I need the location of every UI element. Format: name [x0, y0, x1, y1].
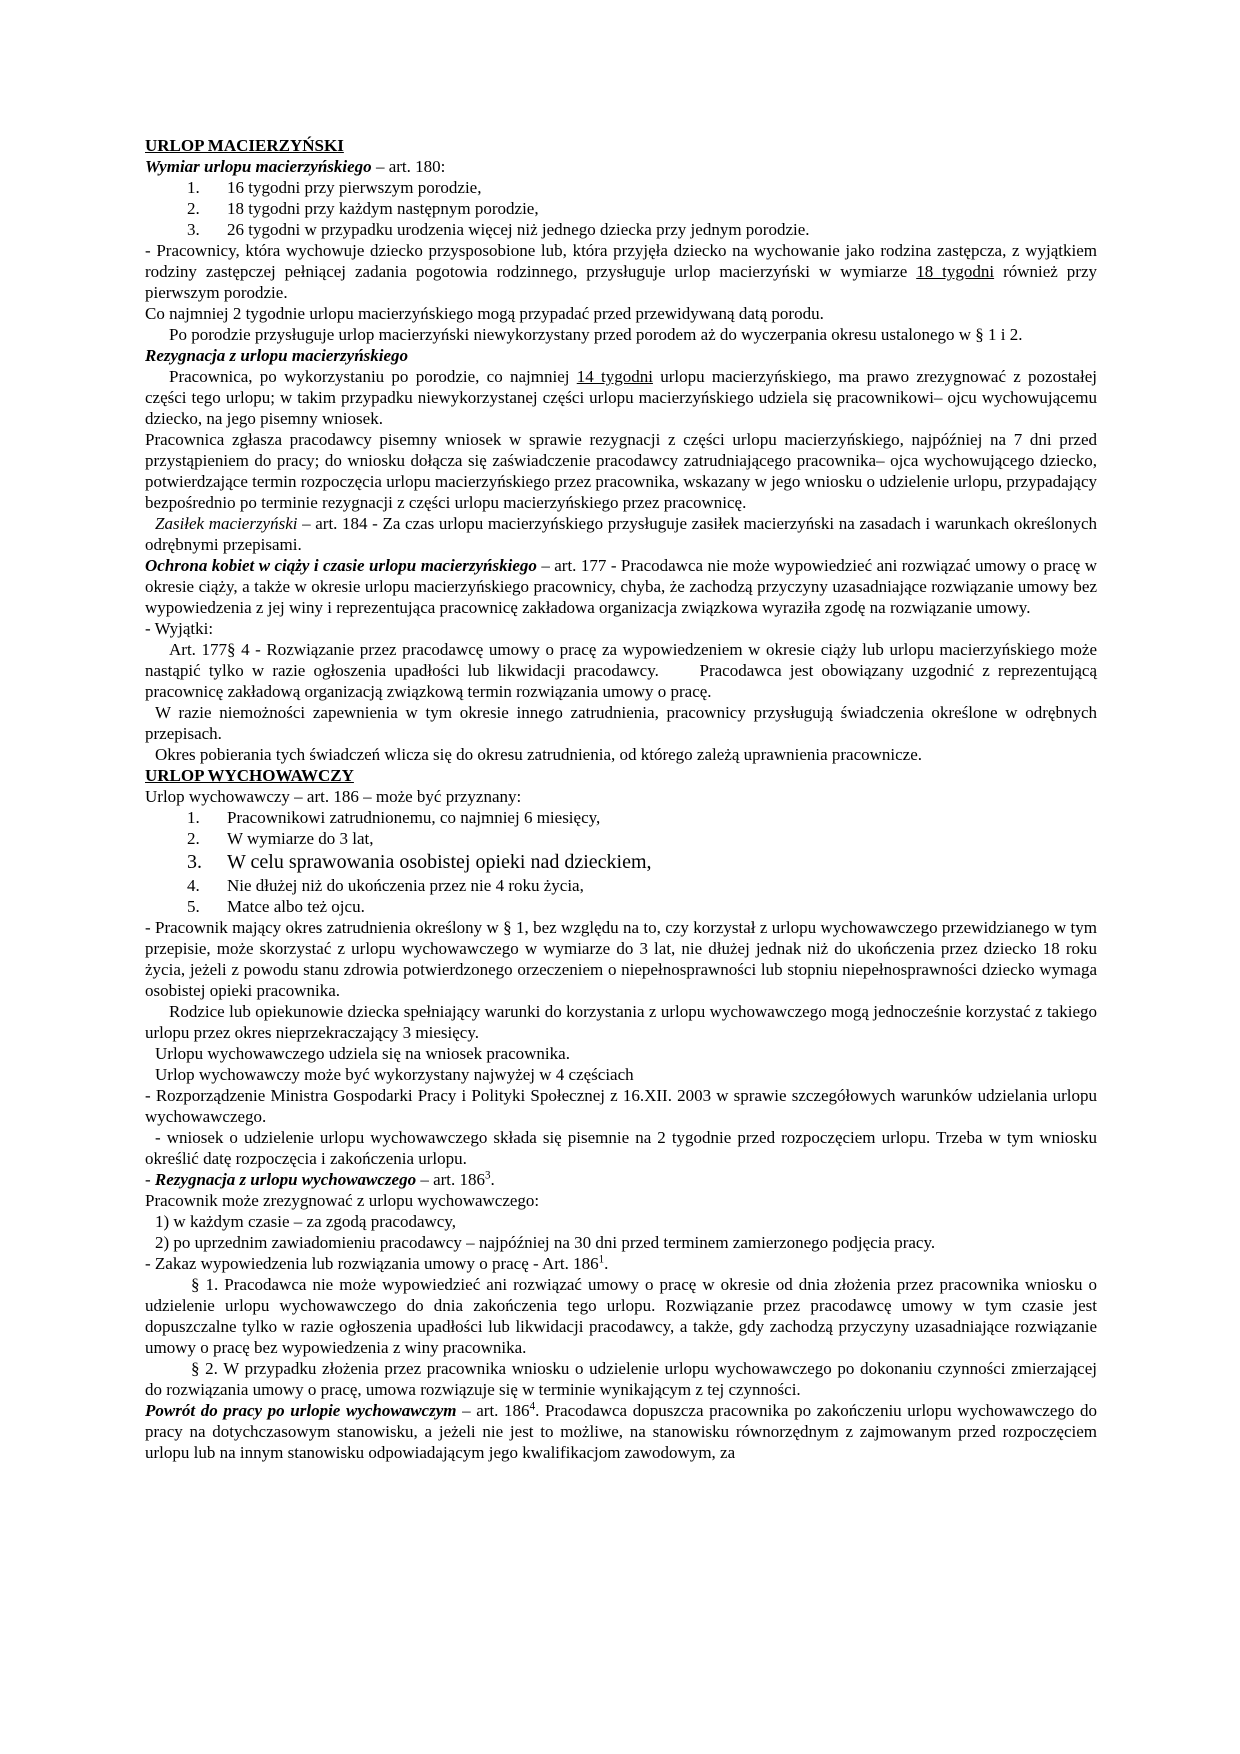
text-run: Matce albo też ojcu.	[227, 897, 365, 916]
paragraph	[145, 1085, 1097, 1127]
paragraph	[145, 366, 1097, 429]
section-heading	[145, 135, 1097, 156]
text-run: Ochrona kobiet w ciąży i czasie urlopu macierzyńskiego	[145, 556, 537, 575]
text-run: Po porodzie przysługuje urlop macierzyński niewykorzystany przed porodem aż do wyczerpania okresu ustalonego w § 1 i 2.	[169, 325, 1023, 344]
text-run: – art. 184 - Za czas urlopu macierzyńskiego przysługuje zasiłek macierzyński na zasadach i warunkach określonych odrębnymi przepisami.	[145, 514, 1098, 554]
list-item-text	[227, 875, 1097, 896]
text-run: Pracownica, po wykorzystaniu po porodzie, co najmniej	[169, 367, 577, 386]
list-marker: 2.	[187, 829, 200, 848]
list-marker: 4.	[187, 876, 200, 895]
text-run: Rezygnacja z urlopu wychowawczego	[154, 1170, 417, 1189]
text-run: 16 tygodni przy pierwszym porodzie,	[227, 178, 482, 197]
paragraph	[145, 240, 1097, 303]
list-marker: 3.	[187, 220, 200, 239]
text-run: 2) po uprzednim zawiadomieniu pracodawcy – najpóźniej na 30 dni przed terminem zamierzonego podjęcia pracy.	[155, 1233, 936, 1252]
text-run: - Wyjątki:	[145, 619, 214, 638]
text-run: Pracownik może zrezygnować z urlopu wychowawczego:	[145, 1191, 540, 1210]
paragraph	[145, 1253, 1097, 1274]
text-run: URLOP WYCHOWAWCZY	[145, 766, 354, 785]
paragraph	[145, 639, 1097, 702]
text-run: URLOP MACIERZYŃSKI	[145, 136, 344, 155]
text-run: Urlop wychowawczy – art. 186 – może być przyznany:	[145, 787, 522, 806]
list-item	[145, 828, 1097, 849]
text-run: 3	[485, 1169, 491, 1182]
list-marker: 5.	[187, 897, 200, 916]
text-run: Nie dłużej niż do ukończenia przez nie 4 roku życia,	[227, 876, 584, 895]
text-run: -	[145, 1170, 155, 1189]
text-run: Zasiłek macierzyński	[155, 514, 298, 533]
text-run: 26 tygodni w przypadku urodzenia więcej niż jednego dziecka przy jednym porodzie.	[227, 220, 810, 239]
text-run: Pracownikowi zatrudnionemu, co najmniej 6 miesięcy,	[227, 808, 601, 827]
text-run: również przy pierwszym porodzie.	[145, 262, 1097, 302]
list-marker: 1.	[187, 178, 200, 197]
paragraph	[145, 1400, 1097, 1463]
paragraph	[145, 702, 1097, 744]
list-item	[145, 896, 1097, 917]
text-run: – art. 177 - Pracodawca nie może wypowiedzieć ani rozwiązać umowy o pracę w okresie ciąży, a także w okresie urlopu macierzyńskiego pracownicy, chyba, że zachodzą przyczyny uzasadniające rozwiązanie umowy bez wypowiedzenia z jej winy i reprezentująca pracownicę zakładowa organizacja związkowa wyraziła zgodę na rozwiązanie umowy.	[145, 556, 1097, 617]
list-item-text	[227, 177, 1097, 198]
text-run: - wniosek o udzielenie urlopu wychowawczego składa się pisemnie na 2 tygodnie przed rozpoczęciem urlopu. Trzeba w tym wniosku określić datę rozpoczęcia i zakończenia urlopu.	[145, 1128, 1097, 1168]
paragraph	[145, 1358, 1097, 1400]
document-content	[145, 135, 1097, 1463]
text-run: W razie niemożności zapewnienia w tym okresie innego zatrudnienia, pracownicy przysługują świadczenia określone w odrębnych przepisach.	[145, 703, 1097, 743]
list-item	[145, 177, 1097, 198]
list-marker: 1.	[187, 808, 200, 827]
section-heading	[145, 765, 1097, 786]
list-item-text	[227, 828, 1097, 849]
paragraph	[145, 429, 1097, 513]
paragraph	[145, 1001, 1097, 1043]
paragraph	[145, 1274, 1097, 1358]
paragraph	[145, 786, 1097, 807]
text-run: - Pracownik mający okres zatrudnienia określony w § 1, bez względu na to, czy korzystał z urlopu wychowawczego przewidzianego w tym przepisie, może skorzystać z urlopu wychowawczego w wymiarze do 3 lat, nie dłużej jednak niż do ukończenia przez dziecko 18 roku życia, jeżeli z powodu stanu zdrowia potwierdzonego orzeczeniem o niepełnosprawności lub stopniu niepełnosprawności dziecko wymaga osobistej opieki pracownika.	[145, 918, 1097, 1000]
paragraph	[145, 156, 1097, 177]
text-run: . Pracodawca dopuszcza pracownika po zakończeniu urlopu wychowawczego do pracy na dotychczasowym stanowisku, a jeżeli nie jest to możliwe, na stanowisku równorzędnym z zajmowanym przed rozpoczęciem urlopu lub na innym stanowisku odpowiadającym jego kwalifikacjom zawodowym, za	[145, 1401, 1097, 1462]
text-run: Art. 177§ 4 - Rozwiązanie przez pracodawcę umowy o pracę za wypowiedzeniem w okresie ciąży lub urlopu macierzyńskiego może nastąpić tylko w razie ogłoszenia upadłości lub likwidacji pracodawcy. Pracodawca jest obowiązany uzgodnić z reprezentującą pracownicę zakładową organizacją związkową termin rozwiązania umowy o pracę.	[145, 640, 1097, 701]
list-item	[145, 807, 1097, 828]
text-run: .	[604, 1254, 609, 1273]
text-run: - Rozporządzenie Ministra Gospodarki Pracy i Polityki Społecznej z 16.XII. 2003 w sprawie szczegółowych warunków udzielania urlopu wychowawczego.	[145, 1086, 1097, 1126]
paragraph	[145, 1043, 1097, 1064]
text-run: W celu sprawowania osobistej opieki nad dzieckiem,	[227, 851, 652, 873]
paragraph	[145, 1190, 1097, 1211]
list-item-text	[227, 198, 1097, 219]
paragraph	[145, 1169, 1097, 1190]
list-marker: 2.	[187, 199, 200, 218]
list-item-text	[227, 219, 1097, 240]
list-item	[145, 198, 1097, 219]
paragraph	[145, 555, 1097, 618]
text-run: – art. 186	[416, 1170, 486, 1189]
text-run: Wymiar urlopu macierzyńskiego	[145, 157, 372, 176]
text-run: 18 tygodni przy każdym następnym porodzie,	[227, 199, 539, 218]
text-run: – art. 180:	[371, 157, 446, 176]
text-run: Urlopu wychowawczego udziela się na wniosek pracownika.	[155, 1044, 570, 1063]
text-run: 1	[598, 1253, 605, 1266]
text-run: Rodzice lub opiekunowie dziecka spełniający warunki do korzystania z urlopu wychowawczego mogą jednocześnie korzystać z takiego urlopu przez okres nieprzekraczający 3 miesięcy.	[145, 1002, 1097, 1042]
text-run: Okres pobierania tych świadczeń wlicza się do okresu zatrudnienia, od którego zależą uprawnienia pracownicze.	[155, 745, 923, 764]
text-run: § 2. W przypadku złożenia przez pracownika wniosku o udzielenie urlopu wychowawczego po dokonaniu czynności zmierzającej do rozwiązania umowy o pracę, umowa rozwiązuje się w terminie wynikającym z tej czynności.	[145, 1359, 1097, 1399]
paragraph	[145, 1232, 1097, 1253]
paragraph	[145, 513, 1097, 555]
list-item-text	[227, 849, 1097, 875]
text-run: - Pracownicy, która wychowuje dziecko przysposobione lub, która przyjęła dziecko na wychowanie jako rodzina zastępcza, z wyjątkiem rodziny zastępczej pełniącej zadania pogotowia rodzinnego, przysługuje urlop macierzyński w wymiarze	[145, 241, 1097, 281]
paragraph	[145, 1127, 1097, 1169]
text-run: Co najmniej 2 tygodnie urlopu macierzyńskiego mogą przypadać przed przewidywaną datą porodu.	[145, 304, 824, 323]
text-run: – art. 186	[456, 1401, 530, 1420]
paragraph	[145, 1064, 1097, 1085]
paragraph	[145, 345, 1097, 366]
text-run: § 1. Pracodawca nie może wypowiedzieć ani rozwiązać umowy o pracę w okresie od dnia złożenia przez pracownika wniosku o udzielenie urlopu wychowawczego do dnia zakończenia tego urlopu. Rozwiązanie przez pracodawcę umowy w tym czasie jest dopuszczalne tylko w razie ogłoszenia upadłości lub likwidacji pracodawcy, a także, gdy zachodzą przyczyny uzasadniające rozwiązanie umowy o pracę bez wypowiedzenia z winy pracownika.	[145, 1275, 1097, 1357]
text-run: - Zakaz wypowiedzenia lub rozwiązania umowy o pracę - Art. 186	[145, 1254, 599, 1273]
text-run: .	[490, 1170, 495, 1189]
paragraph	[145, 744, 1097, 765]
list-item	[145, 875, 1097, 896]
text-run: Urlop wychowawczy może być wykorzystany najwyżej w 4 częściach	[155, 1065, 634, 1084]
text-run: 1) w każdym czasie – za zgodą pracodawcy,	[155, 1212, 456, 1231]
text-run: urlopu macierzyńskiego, ma prawo zrezygnować z pozostałej części tego urlopu; w takim przypadku niewykorzystanej części urlopu macierzyńskiego udziela się pracownikowi– ojcu wychowującemu dziecko, na jego pisemny wniosek.	[145, 367, 1097, 428]
text-run: Powrót do pracy po urlopie wychowawczym	[145, 1401, 457, 1420]
paragraph	[145, 1211, 1097, 1232]
text-run: 18 tygodni	[916, 262, 995, 281]
list-item-text	[227, 807, 1097, 828]
text-run: 14 tygodni	[576, 367, 653, 386]
paragraph	[145, 303, 1097, 324]
text-run: Pracownica zgłasza pracodawcy pisemny wniosek w sprawie rezygnacji z części urlopu macierzyńskiego, najpóźniej na 7 dni przed przystąpieniem do pracy; do wniosku dołącza się zaświadczenie pracodawcy zatrudniającego pracownika– ojca wychowującego dziecko, potwierdzające termin rozpoczęcia urlopu macierzyńskiego przez pracownika, wskazany w jego wniosku o udzielenie urlopu, przypadający bezpośrednio po terminie rezygnacji z części urlopu macierzyńskiego przez pracownicę.	[145, 430, 1097, 512]
paragraph	[145, 618, 1097, 639]
list-item-text	[227, 896, 1097, 917]
text-run: Rezygnacja z urlopu macierzyńskiego	[145, 346, 409, 365]
paragraph	[145, 324, 1097, 345]
list-marker: 3.	[187, 851, 202, 873]
text-run: 4	[529, 1400, 536, 1413]
paragraph	[145, 917, 1097, 1001]
list-item	[145, 219, 1097, 240]
text-run: W wymiarze do 3 lat,	[227, 829, 374, 848]
list-item	[145, 849, 1097, 875]
